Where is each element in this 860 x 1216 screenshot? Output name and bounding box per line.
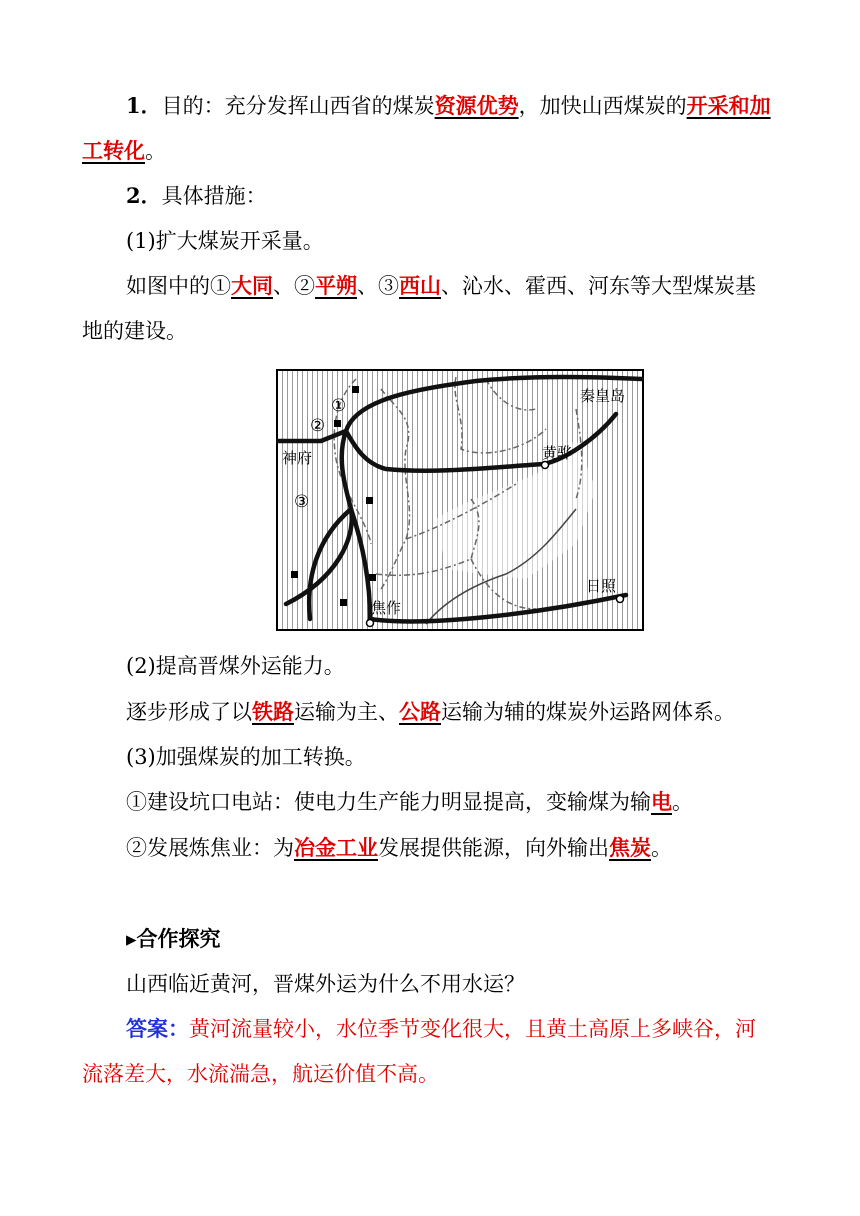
coal-transport-map — [276, 369, 644, 631]
keyword-mining-processing: 开采和加 — [686, 93, 771, 118]
label-site-2: ② — [310, 416, 326, 436]
measure-2-body: 逐步形成了以铁路运输为主、公路运输为辅的煤炭外运路网体系。 — [126, 699, 735, 724]
cooperation-heading: ▸合作探究 — [126, 926, 221, 951]
keyword-pingshuo: 平朔 — [315, 273, 357, 298]
keyword-electricity: 电 — [651, 789, 672, 814]
keyword-coke: 焦炭 — [609, 835, 651, 860]
label-jiaozuo: 焦作 — [371, 599, 402, 617]
label-site-1: ① — [331, 396, 347, 416]
label-site-3: ③ — [294, 492, 310, 512]
answer-line-2: 流落差大，水流湍急，航运价值不高。 — [82, 1062, 439, 1086]
label-huanghua: 黄骅 — [542, 444, 573, 462]
keyword-metallurgy: 冶金工业 — [294, 835, 378, 860]
answer-line-1: 答案：黄河流量较小，水位季节变化很大，且黄土高原上多峡谷，河 — [126, 1016, 756, 1041]
measure-1-title: (1)扩大煤炭开采量。 — [126, 229, 324, 253]
label-qinhuangdao: 秦皇岛 — [580, 387, 626, 405]
measure-3-item-1: ①建设坑口电站：使电力生产能力明显提高，变输煤为输电。 — [126, 789, 693, 814]
paragraph-purpose-cont: 工转化。 — [82, 138, 166, 163]
keyword-mining-processing-cont: 工转化 — [82, 138, 145, 163]
measure-1-body: 如图中的①大同、②平朔、③西山、沁水、霍西、河东等大型煤炭基 — [126, 273, 756, 298]
keyword-railway: 铁路 — [252, 699, 294, 724]
keyword-resource-advantage: 资源优势 — [434, 93, 519, 118]
paragraph-measures: 2．具体措施： — [126, 183, 267, 208]
label-shenfu: 神府 — [282, 449, 313, 467]
measure-3-title: (3)加强煤炭的加工转换。 — [126, 745, 366, 769]
measure-1-body-cont: 地的建设。 — [82, 319, 187, 343]
measure-2-title: (2)提高晋煤外运能力。 — [126, 654, 345, 678]
measure-3-item-2: ②发展炼焦业：为冶金工业发展提供能源，向外输出焦炭。 — [126, 835, 672, 860]
label-rizhao: 日照 — [586, 577, 617, 595]
keyword-datong: 大同 — [231, 273, 273, 298]
keyword-xishan: 西山 — [399, 273, 441, 298]
question-text: 山西临近黄河，晋煤外运为什么不用水运？ — [126, 972, 525, 996]
answer-label: 答案： — [126, 1016, 189, 1041]
keyword-highway: 公路 — [399, 699, 441, 724]
paragraph-purpose: 1．目的：充分发挥山西省的煤炭资源优势，加快山西煤炭的开采和加 — [126, 93, 771, 118]
